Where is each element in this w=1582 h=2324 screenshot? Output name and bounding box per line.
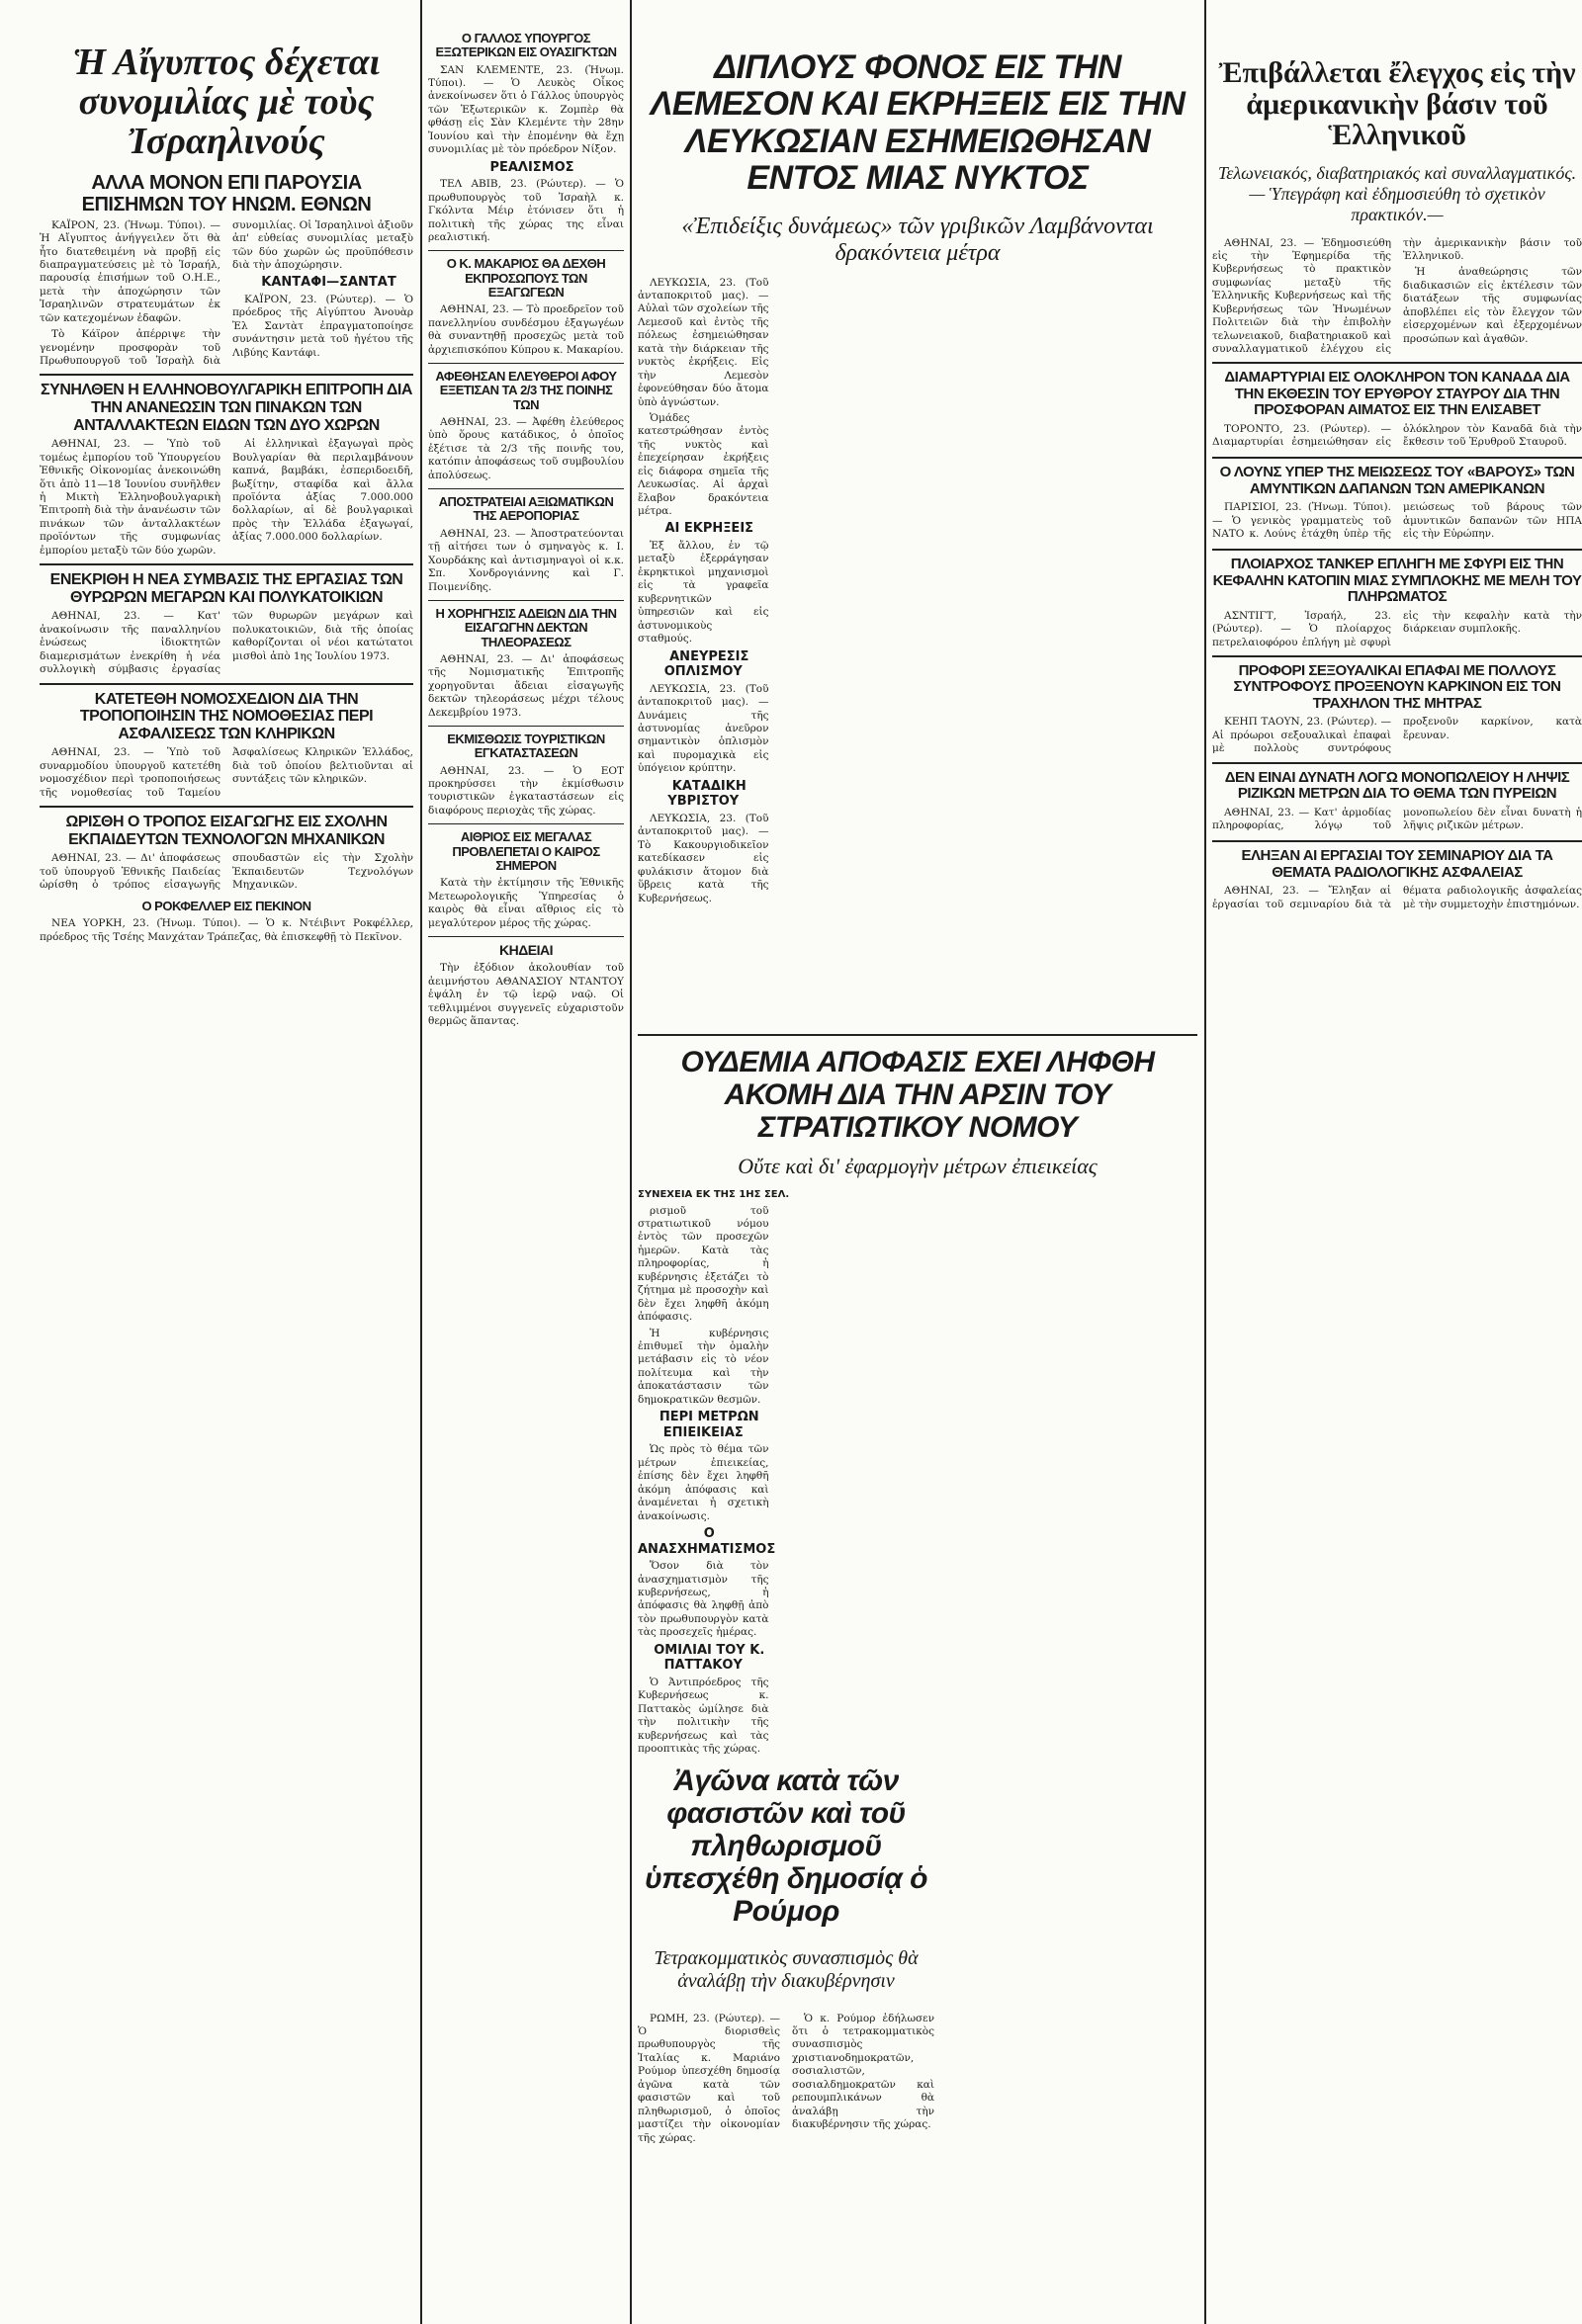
article-clergy: ΑΘΗΝΑΙ, 23. — Ὑπὸ τοῦ συναρμοδίου ὑπουργοῦ κατετέθη νομοσχέδιον περὶ τροποποιήσεως τῆς νομοθεσίας τοῦ Ταμείου Ἀσφαλίσεως Κληρικῶν Ἑλλάδος, διὰ τοῦ ὁποίου βελτιοῦνται αἱ συντάξεις τῶν κληρικῶν. <box>40 746 413 799</box>
article-french-minister: ΣΑΝ ΚΛΕΜΕΝΤΕ, 23. (Ἡνωμ. Τύποι). — Ὁ Λευκὸς Οἶκος ἀνεκοίνωσεν ὅτι ὁ Γάλλος ὑπουργὸς τῶν Ἐξωτερικῶν κ. Ζομπὲρ θὰ φθάσῃ εἰς Σὰν Κλεμέντε τὴν 28ην Ἰουνίου καὶ τὴν ἐπομένην θὰ ἔχῃ συνομιλίας μὲ τὸν πρόεδρον Νίξον. ΡΕΑΛΙΣΜΟΣ ΤΕΛ ΑΒΙΒ, 23. (Ρώυτερ). — Ὁ πρωθυπουργὸς τοῦ Ἰσραὴλ κ. Γκόλντα Μέιρ ἐτόνισεν ὅτι ἡ πολιτικὴ τῆς χώρας της εἶναι ρεαλιστική. <box>428 63 624 243</box>
headline-cyprus: ΔΙΠΛΟΥΣ ΦΟΝΟΣ ΕΙΣ ΤΗΝ ΛΕΜΕΣΟΝ ΚΑΙ ΕΚΡΗΞΕΙΣ ΕΙΣ ΤΗΝ ΛΕΥΚΩΣΙΑΝ ΕΣΗΜΕΙΩΘΗΣΑΝ ΕΝΤΟΣ ΜΙΑΣ ΝΥΚΤΟΣ <box>650 48 1186 198</box>
article-martial-law: ρισμοῦ τοῦ στρατιωτικοῦ νόμου ἐντὸς τῶν προσεχῶν ἡμερῶν. Κατὰ τὰς πληροφορίας, ἡ κυβέρνησις ἐξετάζει τὸ ζήτημα μὲ προσοχὴν καὶ δὲν ἔχει ληφθῆ ἀκόμη ἀπόφασις. Ἡ κυβέρνησις ἐπιθυμεῖ τὴν ὁμαλὴν μετάβασιν εἰς τὸ νέον πολίτευμα καὶ τὴν ἀποκατάστασιν τῶν δημοκρατικῶν θεσμῶν. ΠΕΡΙ ΜΕΤΡΩΝ ΕΠΙΕΙΚΕΙΑΣ Ὡς πρὸς τὸ θέμα τῶν μέτρων ἐπιεικείας, ἐπίσης δὲν ἔχει ληφθῆ ἀκόμη ἀπόφασις καὶ ἀναμένεται ἡ σχετικὴ ἀνακοίνωσις. Ο ΑΝΑΣΧΗΜΑΤΙΣΜΟΣ Ὅσον διὰ τὸν ἀνασχηματισμὸν τῆς κυβερνήσεως, ἡ ἀπόφασις θὰ ληφθῇ ἀπὸ τὸν πρωθυπουργὸν κατὰ τὰς προσεχεῖς ἡμέρας. ΟΜΙΛΙΑΙ ΤΟΥ Κ. ΠΑΤΤΑΚΟΥ Ὁ Ἀντιπρόεδρος τῆς Κυβερνήσεως κ. Παττακὸς ὡμίλησε διὰ τὴν πολιτικὴν τῆς κυβερνήσεως καὶ τὰς προοπτικὰς τῆς χώρας. <box>638 1204 776 1756</box>
article-cyprus: ΛΕΥΚΩΣΙΑ, 23. (Τοῦ ἀνταποκριτοῦ μας). — Αὐλαὶ τῶν σχολείων τῆς Λεμεσοῦ καὶ ἐντὸς τῆς πόλεως ἐσημειώθησαν κατὰ τὴν διάρκειαν τῆς νυκτὸς ἐκρήξεις. Εἰς τὴν Λεμεσὸν ἐφονεύθησαν δύο ἄτομα ὑπὸ ἀγνώστων. Ὁμάδες κατεστρώθησαν ἐντὸς τῆς νυκτὸς καὶ ἐπεχείρησαν ἐκρήξεις εἰς διάφορα σημεῖα τῆς Λευκωσίας. Αἱ ἀρχαὶ ἔλαβον δρακόντεια μέτρα. ΑΙ ΕΚΡΗΞΕΙΣ Ἐξ ἄλλου, ἐν τῷ μεταξὺ ἐξερράγησαν ἐκρηκτικοὶ μηχανισμοὶ εἰς τὰ γραφεῖα κυβερνητικῶν ὑπηρεσιῶν καὶ εἰς ἀστυνομικοὺς σταθμούς. ΑΝΕΥΡΕΣΙΣ ΟΠΛΙΣΜΟΥ ΛΕΥΚΩΣΙΑ, 23. (Τοῦ ἀνταποκριτοῦ μας). — Δυνάμεις τῆς ἀστυνομίας ἀνεῦρον σημαντικὸν ὁπλισμὸν καὶ πυρομαχικὰ εἰς ὑπόγειον κρύπτην. ΚΑΤΑΔΙΚΗ ΥΒΡΙΣΤΟΥ ΛΕΥΚΩΣΙΑ, 23. (Τοῦ ἀνταποκριτοῦ μας). — Τὸ Κακουργιοδικεῖον κατεδίκασεν εἰς φυλάκισιν ἄτομον διὰ ὕβρεις κατὰ τῆς Κυβερνήσεως. <box>638 276 769 904</box>
column-rule <box>630 0 632 2324</box>
headline-seminar: ΕΛΗΞΑΝ ΑΙ ΕΡΓΑΣΙΑΙ ΤΟΥ ΣΕΜΙΝΑΡΙΟΥ ΔΙΑ ΤΑ ΘΕΜΑΤΑ ΡΑΔΙΟΛΟΓΙΚΗΣ ΑΣΦΑΛΕΙΑΣ <box>1241 847 1553 881</box>
article-tv: ΑΘΗΝΑΙ, 23. — Δι' ἀποφάσεως τῆς Νομισματικῆς Ἐπιτροπῆς χορηγοῦνται ἄδειαι εἰσαγωγῆς δεκτῶν τηλεοράσεως μέχρι τέλους Δεκεμβρίου 1973. <box>428 652 624 719</box>
article-makarios: ΑΘΗΝΑΙ, 23. — Τὸ προεδρεῖον τοῦ πανελληνίου συνδέσμου ἐξαγωγέων θὰ συναντηθῇ προσεχῶς μετὰ τοῦ ἀρχιεπισκόπου Κύπρου κ. Μακαρίου. <box>428 303 624 356</box>
headline-tanker: ΠΛΟΙΑΡΧΟΣ ΤΑΝΚΕΡ ΕΠΛΗΓΗ ΜΕ ΣΦΥΡΙ ΕΙΣ ΤΗΝ ΚΕΦΑΛΗΝ ΚΑΤΟΠΙΝ ΜΙΑΣ ΣΥΜΠΛΟΚΗΣ ΜΕ ΜΕΛΗ ΤΟΥ ΠΛΗΡΩΜΑΤΟΣ <box>1212 556 1582 606</box>
headline-cancer: ΠΡΟΦΟΡΙ ΣΕΞΟΥΑΛΙΚΑΙ ΕΠΑΦΑΙ ΜΕ ΠΟΛΛΟΥΣ ΣΥΝΤΡΟΦΟΥΣ ΠΡΟΞΕΝΟΥΝ ΚΑΡΚΙΝΟΝ ΕΙΣ ΤΟΝ ΤΡΑΧΗΛΟΝ ΤΗΣ ΜΗΤΡΑΣ <box>1233 661 1561 712</box>
subhead-egypt: ΑΛΛΑ ΜΟΝΟΝ ΕΠΙ ΠΑΡΟΥΣΙΑ ΕΠΙΣΗΜΩΝ ΤΟΥ ΗΝΩΜ. ΕΘΝΩΝ <box>81 171 372 215</box>
headline-school: ΩΡΙΣΘΗ Ο ΤΡΟΠΟΣ ΕΙΣΑΓΩΓΗΣ ΕΙΣ ΣΧΟΛΗΝ ΕΚΠΑΙΔΕΥΤΩΝ ΤΕΧΝΟΛΟΓΩΝ ΜΗΧΑΝΙΚΩΝ <box>65 814 388 848</box>
continued-label: ΣΥΝΕΧΕΙΑ ΕΚ ΤΗΣ 1ΗΣ ΣΕΛ. <box>638 1188 790 1200</box>
article-egypt: ΚΑΪΡΟΝ, 23. (Ἡνωμ. Τύποι). — Ἡ Αἴγυπτος ἀνήγγειλεν ὅτι θὰ ἦτο διατεθειμένη νὰ προβῇ εἰς διαπραγματεύσεις μὲ τὸ Ἰσραήλ, παρουσίᾳ ἐπισήμων τοῦ Ο.Η.Ε., μετὰ τὴν ἀποχώρησιν τῶν Ἰσραηλινῶν στρατευμάτων ἐκ τῶν κατεχομένων ἐδαφῶν. Τὸ Κάϊρον ἀπέρριψε τὴν γενομένην προσφορὰν τοῦ Πρωθυπουργοῦ τοῦ Ἰσραὴλ διὰ συνομιλίας. Οἱ Ἰσραηλινοὶ ἀξιοῦν ἀπ' εὐθείας συνομιλίας μεταξὺ τῶν δύο χωρῶν ὡς προϋπόθεσιν διὰ τὴν ἀποχώρησιν. ΚΑΝΤΑΦΙ—ΣΑΝΤΑΤ ΚΑΪΡΟΝ, 23. (Ρώυτερ). — Ὁ πρόεδρος τῆς Αἰγύπτου Ἀνουὰρ Ἐλ Σαντὰτ ἐπραγματοποίησε συνάντησιν μετὰ τοῦ ἡγέτου τῆς Λιβύης Καντάφι. <box>40 218 413 368</box>
column-second <box>428 0 624 1033</box>
article-tanker: ΑΣΝΤΙΓΤ, Ἰσραήλ, 23. (Ρώυτερ). — Ὁ πλοίαρχος πετρελαιοφόρου ἐπλήγη μὲ σφυρὶ εἰς τὴν κεφαλὴν κατὰ τὴν διάρκειαν συμπλοκῆς. <box>1212 609 1582 648</box>
article-tourism: ΑΘΗΝΑΙ, 23. — Ὁ ΕΟΤ προκηρύσσει τὴν ἐκμίσθωσιν τουριστικῶν ἐγκαταστάσεων εἰς διαφόρους περιοχὰς τῆς χώρας. <box>428 764 624 817</box>
headline-bulgaria: ΣΥΝΗΛΘΕΝ Η ΕΛΛΗΝΟΒΟΥΛΓΑΡΙΚΗ ΕΠΙΤΡΟΠΗ ΔΙΑ ΤΗΝ ΑΝΑΝΕΩΣΙΝ ΤΩΝ ΠΙΝΑΚΩΝ ΤΩΝ ΑΝΤΑΛΛΑΚΤΕΩΝ ΕΙΔΩΝ ΤΩΝ ΔΥΟ ΧΩΡΩΝ <box>41 382 412 434</box>
headline-tv: Η ΧΟΡΗΓΗΣΙΣ ΑΔΕΙΩΝ ΔΙΑ ΤΗΝ ΕΙΣΑΓΩΓΗΝ ΔΕΚΤΩΝ ΤΗΛΕΟΡΑΣΕΩΣ <box>435 605 617 649</box>
article-funerals: Τὴν ἐξόδιον ἀκολουθίαν τοῦ ἀειμνήστου ΑΘΑΝΑΣΙΟΥ ΝΤΑΝΤΟΥ ἐψάλη ἐν τῷ ἱερῷ ναῷ. Οἱ τεθλιμμένοι συγγενεῖς εὐχαριστοῦν θερμῶς ἅπαντας. <box>428 962 624 1028</box>
kicker-base: Τελωνειακός, διαβατηριακός καὶ συναλλαγματικός.— Ὑπεγράφη καὶ ἐδημοσιεύθη τὸ σχετικὸν πρακτικόν.— <box>1217 162 1577 224</box>
kicker-rumor: Τετρακομματικὸς συνασπισμὸς θὰ ἀναλάβῃ τὴν διακυβέρνησιν <box>654 1946 919 1992</box>
headline-base: Ἐπιβάλλεται ἔλεγχος εἰς τὴν ἀμερικανικὴν βάσιν τοῦ Ἑλληνικοῦ <box>1218 56 1576 151</box>
headline-airforce: ΑΠΟΣΤΡΑΤΕΙΑΙ ΑΞΙΩΜΑΤΙΚΩΝ ΤΗΣ ΑΕΡΟΠΟΡΙΑΣ <box>438 494 614 524</box>
article-base: ΑΘΗΝΑΙ, 23. — Ἐδημοσιεύθη εἰς τὴν Ἐφημερίδα τῆς Κυβερνήσεως τὸ πρακτικὸν συμφωνίας μεταξὺ τῆς Ἑλληνικῆς Κυβερνήσεως καὶ τῆς Κυβερνήσεως τῶν Ἡνωμένων Πολιτειῶν διὰ τὴν ἐπιβολὴν τελωνειακοῦ, διαβατηριακοῦ καὶ συναλλαγματικοῦ ἐλέγχου εἰς τὴν ἀμερικανικὴν βάσιν τοῦ Ἑλληνικοῦ. Ἡ ἀναθεώρησις τῶν διαδικασιῶν εἰς ἐκτέλεσιν τῶν διατάξεων τῆς συμφωνίας ἀποβλέπει εἰς τὸν ἔλεγχον τῶν εἰσερχομένων καὶ ἐξερχομένων προσώπων καὶ ἀγαθῶν. <box>1212 236 1582 355</box>
article-seminar: ΑΘΗΝΑΙ, 23. — Ἔληξαν αἱ ἐργασίαι τοῦ σεμιναρίου διὰ τὰ θέματα ραδιολογικῆς ἀσφαλείας μὲ τὴν συμμετοχὴν ἐπιστημόνων. <box>1212 885 1582 910</box>
headline-canada: ΔΙΑΜΑΡΤΥΡΙΑΙ ΕΙΣ ΟΛΟΚΛΗΡΟΝ ΤΟΝ ΚΑΝΑΔΑ ΔΙΑ ΤΗΝ ΕΚΘΕΣΙΝ ΤΟΥ ΕΡΥΘΡΟΥ ΣΤΑΥΡΟΥ ΔΙΑ ΤΗΝ ΠΡΟΣΦΟΡΑΝ ΑΙΜΑΤΟΣ ΕΙΣ ΤΗΝ ΕΛΙΣΑΒΕΤ <box>1224 369 1570 419</box>
headline-egypt: Ἡ Αἴγυπτος δέχεται συνομιλίας μὲ τοὺς Ἰσραηλινούς <box>72 42 381 162</box>
article-released: ΑΘΗΝΑΙ, 23. — Ἀφέθη ἐλεύθερος ὑπὸ ὅρους κατάδικος, ὁ ὁποῖος ἐξέτισε τὰ 2/3 τῆς ποινῆς του, κατόπιν ἀποφάσεως τοῦ συμβουλίου ἀπολύσεως. <box>428 415 624 481</box>
article-cancer: ΚΕΗΠ ΤΑΟΥΝ, 23. (Ρώυτερ). — Αἱ πρόωροι σεξουαλικαὶ ἐπαφαὶ μὲ πολλοὺς συντρόφους προξενοῦν καρκίνον, κατὰ ἔρευναν. <box>1212 716 1582 755</box>
article-rockefeller: ΝΕΑ ΥΟΡΚΗ, 23. (Ἡνωμ. Τύποι). — Ὁ κ. Ντέιβιντ Ροκφέλλερ, πρόεδρος τῆς Τσέης Μανχάταν Τράπεζας, θὰ ἐπισκεφθῇ τὸ Πεκῖνον. <box>40 917 413 943</box>
article-rumor: ΡΩΜΗ, 23. (Ρώυτερ). — Ὁ διορισθεὶς πρωθυπουργὸς τῆς Ἰταλίας κ. Μαριάνο Ρούμορ ὑπεσχέθη δημοσίᾳ ἀγῶνα κατὰ τῶν φασιστῶν καὶ τοῦ πληθωρισμοῦ, ὁ ὁποῖος μαστίζει τὴν οἰκονομίαν τῆς χώρας. Ὁ κ. Ρούμορ ἐδήλωσεν ὅτι ὁ τετρακομματικὸς συνασπισμὸς χριστιανοδημοκρατῶν, σοσιαλιστῶν, σοσιαλδημοκρατῶν καὶ ρεπουμπλικάνων θὰ ἀναλάβῃ τὴν διακυβέρνησιν τῆς χώρας. <box>638 2012 934 2144</box>
article-airforce: ΑΘΗΝΑΙ, 23. — Ἀποστρατεύονται τῇ αἰτήσει των ὁ σμηναγὸς κ. Ι. Χουρδάκης καὶ ἀντισμηναγοὶ οἱ κ.κ. Σπ. Χονδρογιάννης καὶ Γ. Ποιμενίδης. <box>428 527 624 593</box>
column-rule <box>420 0 422 2324</box>
headline-clergy: ΚΑΤΕΤΕΘΗ ΝΟΜΟΣΧΕΔΙΟΝ ΔΙΑ ΤΗΝ ΤΡΟΠΟΠΟΙΗΣΙΝ ΤΗΣ ΝΟΜΟΘΕΣΙΑΣ ΠΕΡΙ ΑΣΦΑΛΙΣΕΩΣ ΤΩΝ ΚΛΗΡΙΚΩΝ <box>79 690 374 742</box>
column-left <box>40 0 413 948</box>
headline-martial-law: ΟΥΔΕΜΙΑ ΑΠΟΦΑΣΙΣ ΕΧΕΙ ΛΗΦΘΗ ΑΚΟΜΗ ΔΙΑ ΤΗΝ ΑΡΣΙΝ ΤΟΥ ΣΤΡΑΤΙΩΤΙΚΟΥ ΝΟΜΟΥ <box>680 1045 1155 1144</box>
article-weather: Κατὰ τὴν ἐκτίμησιν τῆς Ἐθνικῆς Μετεωρολογικῆς Ὑπηρεσίας ὁ καιρὸς θὰ εἶναι αἴθριος εἰς τὸ μεγαλύτερον μέρος τῆς χώρας. <box>428 877 624 929</box>
headline-luns: Ο ΛΟΥΝΣ ΥΠΕΡ ΤΗΣ ΜΕΙΩΣΕΩΣ ΤΟΥ «ΒΑΡΟΥΣ» ΤΩΝ ΑΜΥΝΤΙΚΩΝ ΔΑΠΑΝΩΝ ΤΩΝ ΑΜΕΡΙΚΑΝΩΝ <box>1219 464 1575 497</box>
kicker-cyprus: «Ἐπιδείξις δυνάμεως» τῶν γριβικῶν Λαμβάνονται δρακόντεια μέτρα <box>681 213 1154 266</box>
column-right <box>1212 0 1582 917</box>
headline-tourism: ΕΚΜΙΣΘΩΣΙΣ ΤΟΥΡΙΣΤΙΚΩΝ ΕΓΚΑΤΑΣΤΑΣΕΩΝ <box>447 732 605 761</box>
headline-rockefeller: Ο ΡΟΚΦΕΛΛΕΡ ΕΙΣ ΠΕΚΙΝΟΝ <box>141 899 311 914</box>
article-school: ΑΘΗΝΑΙ, 23. — Δι' ἀποφάσεως τοῦ ὑπουργοῦ Ἐθνικῆς Παιδείας ὡρίσθη ὁ τρόπος εἰσαγωγῆς σπουδαστῶν εἰς τὴν Σχολὴν Ἐκπαιδευτῶν Τεχνολόγων Μηχανικῶν. <box>40 852 413 892</box>
column-rule <box>1204 0 1206 2324</box>
headline-doormen: ΕΝΕΚΡΙΘΗ Η ΝΕΑ ΣΥΜΒΑΣΙΣ ΤΗΣ ΕΡΓΑΣΙΑΣ ΤΩΝ ΘΥΡΩΡΩΝ ΜΕΓΑΡΩΝ ΚΑΙ ΠΟΛΥΚΑΤΟΙΚΙΩΝ <box>49 571 403 606</box>
headline-matches: ΔΕΝ ΕΙΝΑΙ ΔΥΝΑΤΗ ΛΟΓΩ ΜΟΝΟΠΩΛΕΙΟΥ Η ΛΗΨΙΣ ΡΙΖΙΚΩΝ ΜΕΤΡΩΝ ΔΙΑ ΤΟ ΘΕΜΑ ΤΩΝ ΠΥΡΕΙΩΝ <box>1224 768 1570 803</box>
article-luns: ΠΑΡΙΣΙΟΙ, 23. (Ἡνωμ. Τύποι). — Ὁ γενικὸς γραμματεὺς τοῦ ΝΑΤΟ κ. Λούνς ἐτάχθη ὑπὲρ τῆς μειώσεως τοῦ βάρους τῶν ἀμυντικῶν δαπανῶν τῶν ΗΠΑ εἰς τὴν Εὐρώπην. <box>1212 501 1582 541</box>
article-doormen: ΑΘΗΝΑΙ, 23. — Κατ' ἀνακοίνωσιν τῆς παναλληνίου ἑνώσεως ἰδιοκτητῶν διαμερισμάτων ἐνεκρίθη ἡ νέα συλλογικὴ σύμβασις ἐργασίας τῶν θυρωρῶν μεγάρων καὶ πολυκατοικιῶν, διὰ τῆς ὁποίας καθορίζονται οἱ νέοι κατώτατοι μισθοὶ ἀπὸ 1ης Ἰουλίου 1973. <box>40 610 413 676</box>
headline-rumor: Ἀγῶνα κατὰ τῶν φασιστῶν καὶ τοῦ πληθωρισμοῦ ὑπεσχέθη δημοσίᾳ ὁ Ρούμορ <box>645 1764 927 1928</box>
headline-weather: ΑΙΘΡΙΟΣ ΕΙΣ ΜΕΓΑΛΑΣ ΠΡΟΒΛΕΠΕΤΑΙ Ο ΚΑΙΡΟΣ ΣΗΜΕΡΟΝ <box>452 829 600 873</box>
article-bulgaria: ΑΘΗΝΑΙ, 23. — Ὑπὸ τοῦ τομέως ἐμπορίου τοῦ Ὑπουργείου Ἐθνικῆς Οἰκονομίας ἀνεκοινώθη ὅτι ἀπὸ 11—18 Ἰουνίου συνῆλθεν ἡ Μικτὴ Ἑλληνοβουλγαρικὴ Ἐπιτροπὴ διὰ τὴν ἀνανέωσιν τῶν πινάκων τῶν ἀνταλλακτέων προϊόντων τῆς συμφωνίας ἐμπορίου μεταξὺ τῶν δύο χωρῶν. Αἱ ἑλληνικαὶ ἐξαγωγαὶ πρὸς Βουλγαρίαν θὰ περιλαμβάνουν καπνά, βαμβάκι, ἐσπεριδοειδῆ, βωξίτην, σταφίδα καὶ ἄλλα προϊόντα ἀξίας 7.000.000 δολλαρίων, αἱ δὲ βουλγαρικαὶ πρὸς τὴν Ἑλλάδα ἐξαγωγαί, ἀξίας 7.000.000 δολλαρίων. <box>40 438 413 557</box>
article-matches: ΑΘΗΝΑΙ, 23. — Κατ' ἀρμοδίας πληροφορίας, λόγῳ τοῦ μονοπωλείου δὲν εἶναι δυνατὴ ἡ λῆψις ριζικῶν μέτρων. <box>1212 806 1582 832</box>
headline-makarios: Ο Κ. ΜΑΚΑΡΙΟΣ ΘΑ ΔΕΧΘΗ ΕΚΠΡΟΣΩΠΟΥΣ ΤΩΝ ΕΞΑΓΩΓΕΩΝ <box>446 256 606 301</box>
headline-french-minister: Ο ΓΑΛΛΟΣ ΥΠΟΥΡΓΟΣ ΕΞΩΤΕΡΙΚΩΝ ΕΙΣ ΟΥΑΣΙΓΚΤΩΝ <box>435 31 617 60</box>
column-main <box>638 0 1197 2149</box>
article-canada: ΤΟΡΟΝΤΟ, 23. (Ρώυτερ). — Διαμαρτυρίαι ἐσημειώθησαν εἰς ὁλόκληρον τὸν Καναδᾶ διὰ τὴν ἔκθεσιν τοῦ Ἐρυθροῦ Σταυροῦ. <box>1212 422 1582 449</box>
headline-funerals: ΚΗΔΕΙΑΙ <box>498 942 553 958</box>
kicker-martial-law: Οὔτε καὶ δι' ἐφαρμογὴν μέτρων ἐπιεικείας <box>738 1153 1098 1178</box>
headline-released: ΑΦΕΘΗΣΑΝ ΕΛΕΥΘΕΡΟΙ ΑΦΟΥ ΕΞΕΤΙΣΑΝ ΤΑ 2/3 ΤΗΣ ΠΟΙΝΗΣ ΤΩΝ <box>435 369 617 412</box>
